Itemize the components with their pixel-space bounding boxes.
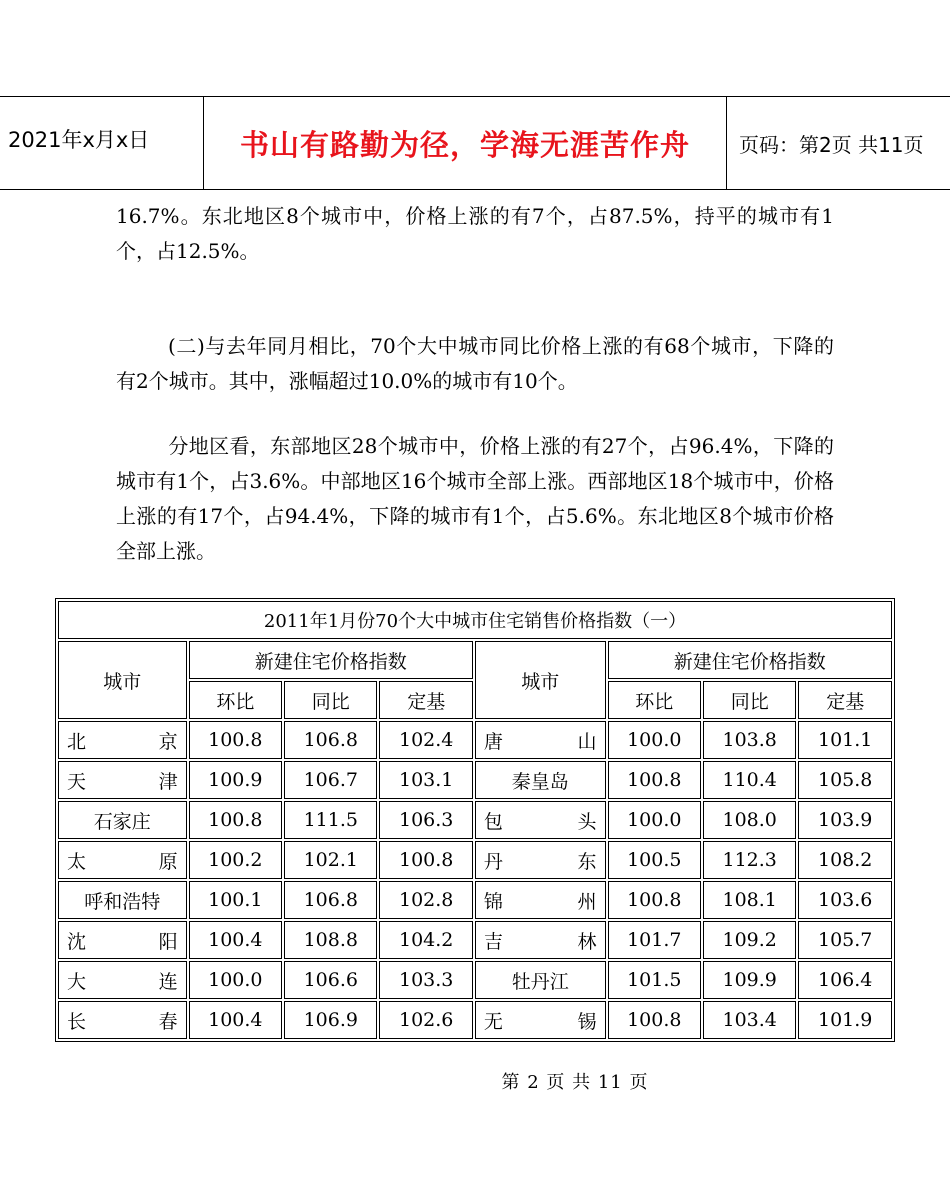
paragraph-3-text: 分地区看，东部地区28个城市中，价格上涨的有27个，占96.4%，下降的城市有1个，占3.6%。中部地区16个城市全部上涨。西部地区18个城市中，价格上涨的有17个，占94.4%，下降的城市有1个，占5.6%。东北地区8个城市价格全部上涨。 bbox=[116, 434, 834, 563]
city-name: 北京 bbox=[58, 721, 187, 759]
city-name: 大连 bbox=[58, 961, 187, 999]
sub-header-yoy: 同比 bbox=[703, 681, 796, 719]
index-value: 100.8 bbox=[608, 761, 701, 799]
index-value: 106.9 bbox=[284, 1001, 377, 1039]
sub-header-fixed: 定基 bbox=[379, 681, 472, 719]
sub-header-yoy: 同比 bbox=[284, 681, 377, 719]
index-value: 100.4 bbox=[189, 921, 282, 959]
page-header bbox=[0, 96, 950, 190]
index-value: 102.8 bbox=[379, 881, 472, 919]
index-value: 108.2 bbox=[798, 841, 892, 879]
index-value: 100.4 bbox=[189, 1001, 282, 1039]
header-date: 2021年x月x日 bbox=[0, 97, 204, 190]
index-value: 108.8 bbox=[284, 921, 377, 959]
city-name: 秦皇岛 bbox=[475, 761, 606, 799]
city-name: 唐山 bbox=[475, 721, 606, 759]
table-row bbox=[58, 881, 892, 919]
index-value: 106.3 bbox=[379, 801, 472, 839]
table-row bbox=[58, 801, 892, 839]
index-value: 101.7 bbox=[608, 921, 701, 959]
index-value: 103.1 bbox=[379, 761, 472, 799]
index-value: 100.8 bbox=[608, 1001, 701, 1039]
index-value: 106.4 bbox=[798, 961, 892, 999]
city-name: 包头 bbox=[475, 801, 606, 839]
city-name: 无锡 bbox=[475, 1001, 606, 1039]
index-value: 100.0 bbox=[608, 801, 701, 839]
city-name: 锦州 bbox=[475, 881, 606, 919]
table-row bbox=[58, 841, 892, 879]
table-row bbox=[58, 721, 892, 759]
price-index-table bbox=[55, 598, 895, 1042]
index-value: 100.8 bbox=[189, 801, 282, 839]
city-name: 石家庄 bbox=[58, 801, 187, 839]
paragraph-3 bbox=[116, 429, 834, 569]
index-value: 111.5 bbox=[284, 801, 377, 839]
city-name: 吉林 bbox=[475, 921, 606, 959]
table-title: 2011年1月份70个大中城市住宅销售价格指数（一） bbox=[58, 601, 892, 639]
index-value: 100.0 bbox=[608, 721, 701, 759]
city-name: 沈阳 bbox=[58, 921, 187, 959]
index-value: 103.4 bbox=[703, 1001, 796, 1039]
paragraph-1 bbox=[116, 199, 834, 269]
index-value: 103.9 bbox=[798, 801, 892, 839]
table-title-row bbox=[58, 601, 892, 639]
index-value: 102.4 bbox=[379, 721, 472, 759]
sub-header-fixed: 定基 bbox=[798, 681, 892, 719]
index-value: 100.1 bbox=[189, 881, 282, 919]
index-value: 100.8 bbox=[379, 841, 472, 879]
index-value: 104.2 bbox=[379, 921, 472, 959]
city-header-left: 城市 bbox=[58, 641, 187, 719]
page-footer: 第 2 页 共 11 页 bbox=[501, 1072, 649, 1093]
index-value: 102.1 bbox=[284, 841, 377, 879]
index-value: 100.0 bbox=[189, 961, 282, 999]
index-value: 106.8 bbox=[284, 721, 377, 759]
index-value: 105.8 bbox=[798, 761, 892, 799]
city-name: 丹东 bbox=[475, 841, 606, 879]
index-value: 101.1 bbox=[798, 721, 892, 759]
paragraph-1-text: 16.7%。东北地区8个城市中，价格上涨的有7个，占87.5%，持平的城市有1个，占12.5%。 bbox=[116, 204, 834, 263]
index-value: 108.0 bbox=[703, 801, 796, 839]
table-header-row bbox=[58, 641, 892, 679]
index-value: 106.6 bbox=[284, 961, 377, 999]
paragraph-2-text: (二)与去年同月相比，70个大中城市同比价格上涨的有68个城市，下降的有2个城市。其中，涨幅超过10.0%的城市有10个。 bbox=[116, 334, 834, 393]
sub-header-mom: 环比 bbox=[608, 681, 701, 719]
index-value: 106.7 bbox=[284, 761, 377, 799]
header-motto: 书山有路勤为径，学海无涯苦作舟 bbox=[204, 97, 727, 190]
index-value: 112.3 bbox=[703, 841, 796, 879]
index-value: 108.1 bbox=[703, 881, 796, 919]
group-header-right: 新建住宅价格指数 bbox=[608, 641, 892, 679]
table-row bbox=[58, 1001, 892, 1039]
index-value: 100.5 bbox=[608, 841, 701, 879]
sub-header-mom: 环比 bbox=[189, 681, 282, 719]
index-value: 102.6 bbox=[379, 1001, 472, 1039]
index-value: 109.2 bbox=[703, 921, 796, 959]
city-name: 天津 bbox=[58, 761, 187, 799]
index-value: 103.6 bbox=[798, 881, 892, 919]
index-value: 100.2 bbox=[189, 841, 282, 879]
index-value: 100.8 bbox=[608, 881, 701, 919]
index-value: 106.8 bbox=[284, 881, 377, 919]
index-value: 110.4 bbox=[703, 761, 796, 799]
table-row bbox=[58, 961, 892, 999]
city-name: 太原 bbox=[58, 841, 187, 879]
index-value: 109.9 bbox=[703, 961, 796, 999]
city-header-right: 城市 bbox=[475, 641, 606, 719]
index-value: 105.7 bbox=[798, 921, 892, 959]
table-row bbox=[58, 761, 892, 799]
city-name: 牡丹江 bbox=[475, 961, 606, 999]
table-row bbox=[58, 921, 892, 959]
city-name: 长春 bbox=[58, 1001, 187, 1039]
index-value: 103.3 bbox=[379, 961, 472, 999]
city-name: 呼和浩特 bbox=[58, 881, 187, 919]
header-page-info: 页码：第2页 共11页 bbox=[739, 133, 924, 157]
index-value: 100.9 bbox=[189, 761, 282, 799]
group-header-left: 新建住宅价格指数 bbox=[189, 641, 473, 679]
index-value: 101.5 bbox=[608, 961, 701, 999]
paragraph-2 bbox=[116, 329, 834, 399]
index-value: 100.8 bbox=[189, 721, 282, 759]
price-index-table-wrapper bbox=[55, 598, 895, 1042]
index-value: 103.8 bbox=[703, 721, 796, 759]
index-value: 101.9 bbox=[798, 1001, 892, 1039]
